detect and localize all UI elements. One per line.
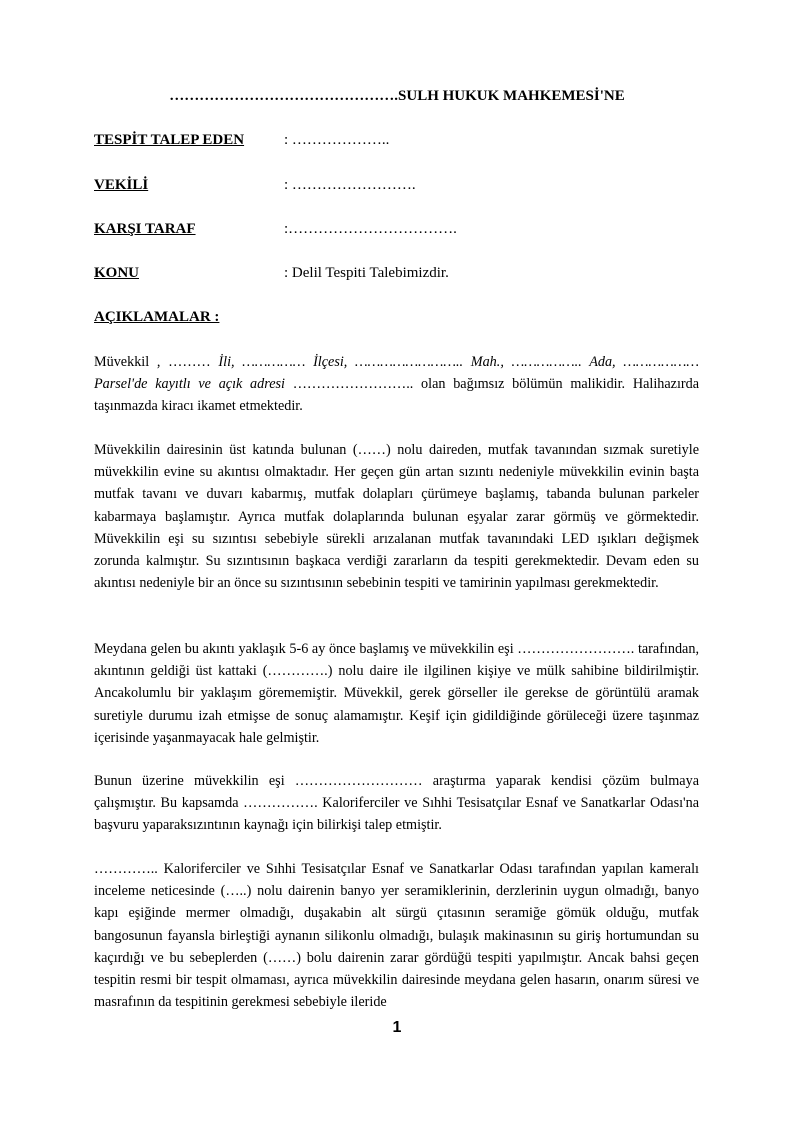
paragraph-5: ………….. Kaloriferciler ve Sıhhi Tesisatçılar Esnaf ve Sanatkarlar Odası tarafından yapılan kameralı inceleme neticesinde (…..) nolu dairenin banyo yer seramiklerinin, derzlerinin uygun olmadığı, banyo kapı eşiğinde mermer olmadığı, duşakabin alt sürgü çıtasının seramiğe gömük olduğu, mutfak bangosunun fayansla birleştiği aynanın silikonlu olmadığı, bulaşık makinasının su giriş hortumundan su kaçırdığı ve bu sebeplerden (……) bolu dairenin zarar gördüğü tespiti yapılmıştır. Ancak bahsi geçen tespitin resmi bir tespit olmaması, ayrıca müvekkilin dairesinde meydana gelen hasarın, onarım süresi ve masrafının da tespitinin gerekmesi sebebiyle ileride bbox=[94, 861, 699, 1011]
field-tespit-talep-eden bbox=[94, 132, 389, 149]
paragraph-3: Meydana gelen bu akıntı yaklaşık 5-6 ay önce başlamış ve müvekkilin eşi ……………………. tarafından, akıntının geldiği üst kattaki (………….) nolu daire ile ilgilinen kişiye ve mülk sahibine bildirilmiştir. Ancakolumlu bir yaklaşım görememiştir. Müvekkil, gerek görseller ile gerekse de görüntülü aramak suretiyle durumu izah etmişse de sonuç alamamıştır. Keşif için gidildiğinde görüleceği üzere taşınmaz içerisinde yaşanmayacak hale gelmiştir. bbox=[94, 641, 699, 746]
section-heading: AÇIKLAMALAR : bbox=[94, 309, 220, 325]
field-value: :……………………………. bbox=[284, 221, 457, 237]
paragraph-text: Müvekkil , ……… bbox=[94, 354, 219, 370]
paragraph-4: Bunun üzerine müvekkilin eşi ……………………… araştırma yaparak kendisi çözüm bulmaya çalışmıştır. Bu kapsamda ……………. Kaloriferciler ve Sıhhi Tesisatçılar Esnaf ve Sanatkarlar Odası'na başvuru yaparaksızıntının kaynağı için bilirkişi talep etmiştir. bbox=[94, 773, 699, 834]
page-number: 1 bbox=[392, 1019, 402, 1036]
paragraph-2: Müvekkilin dairesinin üst katında bulunan (……) nolu daireden, mutfak tavanından sızmak suretiyle müvekkilin evine su akıntısı olmaktadır. Her geçen gün artan sızıntı nedeniyle müvekkilin evinin başta mutfak tavanı ve duvarı kabarmış, mutfak dolapları çürümeye başlamış, tabanda bulunan parkeler kabarmaya başlamıştır. Ayrıca mutfak dolaplarında bulunan eşyalar zarar görmüş ve görmektedir. Müvekkilin eşi su sızıntısı sebebiyle sürekli arızalanan mutfak tavanındaki LED ışıkları değişmek zorunda kalmıştır. Su sızıntısının başkaca verdiği zararların da tespiti gerekmektedir. Devam eden su akıntısı nedeniyle bir an önce su sızıntısının sebebinin tespiti ve tamirinin yapılması gerekmektedir. bbox=[94, 442, 699, 592]
field-vekili bbox=[94, 177, 416, 194]
field-value: : Delil Tespiti Talebimizdir. bbox=[284, 265, 449, 281]
field-label: VEKİLİ bbox=[94, 177, 149, 193]
field-karsi-taraf bbox=[94, 221, 457, 238]
field-label: KONU bbox=[94, 265, 139, 281]
field-value: : ……………………. bbox=[284, 177, 416, 193]
paragraph-1 bbox=[94, 351, 699, 418]
field-label: KARŞI TARAF bbox=[94, 221, 196, 237]
field-label: TESPİT TALEP EDEN bbox=[94, 132, 245, 148]
paragraph-text: …………………….. olan bağımsız bölümün malikidir. Halihazırda taşınmazda kiracı ikamet etmektedir. bbox=[94, 376, 700, 415]
court-title: ……………………………………….SULH HUKUK MAHKEMESİ'NE bbox=[169, 88, 625, 104]
paragraph-text-italic: İli, …………… İlçesi, …………………….. Mah., …………….. Ada, ……………… Parsel'de kayıtlı ve açık adresi bbox=[94, 354, 700, 393]
field-value: : ……………….. bbox=[284, 132, 390, 148]
field-konu bbox=[94, 265, 449, 282]
